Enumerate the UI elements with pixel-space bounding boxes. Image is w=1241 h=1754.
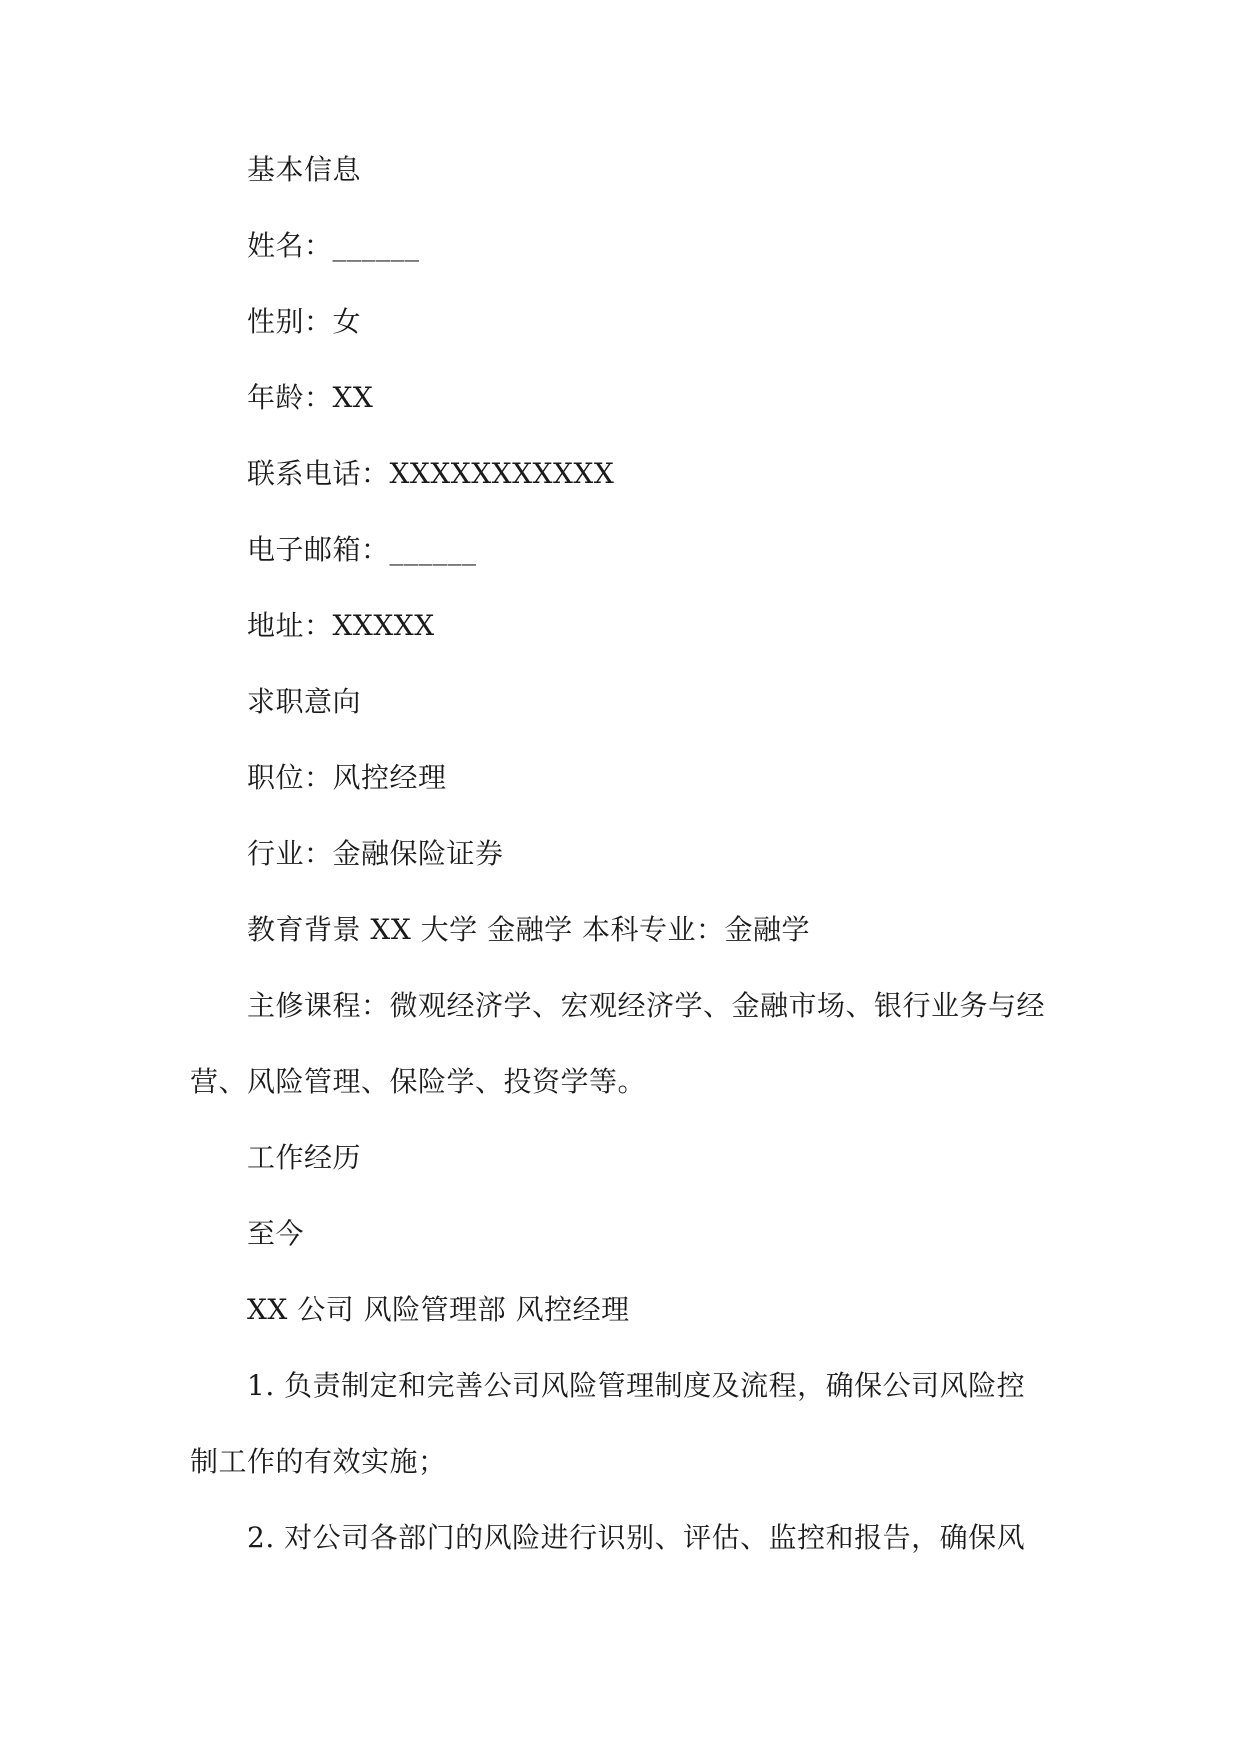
section-heading-work-experience: 工作经历 [247,1141,362,1174]
position-field: 职位：风控经理 [247,761,447,794]
age-field: 年龄：XX [247,381,374,414]
gender-field: 性别：女 [247,305,362,338]
duty-item-1-line-2: 制工作的有效实施； [190,1445,447,1478]
education-background: 教育背景 XX 大学 金融学 本科专业：金融学 [247,913,810,946]
section-heading-basic-info: 基本信息 [247,153,362,186]
industry-field: 行业：金融保险证券 [247,837,504,870]
work-period: 至今 [247,1217,305,1250]
duty-item-1-line-1: 1. 负责制定和完善公司风险管理制度及流程，确保公司风险控 [247,1369,1026,1402]
section-heading-job-intention: 求职意向 [247,685,362,718]
address-field: 地址：XXXXX [247,609,435,642]
name-field: 姓名：______ [247,229,420,262]
work-company-title: XX 公司 风险管理部 风控经理 [247,1293,630,1326]
duty-item-2-line-1: 2. 对公司各部门的风险进行识别、评估、监控和报告，确保风 [247,1521,1026,1554]
email-field: 电子邮箱：______ [247,533,477,566]
phone-field: 联系电话：XXXXXXXXXXX [247,457,615,490]
courses-paragraph-line-2: 营、风险管理、保险学、投资学等。 [190,1065,647,1098]
courses-paragraph-line-1: 主修课程：微观经济学、宏观经济学、金融市场、银行业务与经 [247,989,1046,1022]
